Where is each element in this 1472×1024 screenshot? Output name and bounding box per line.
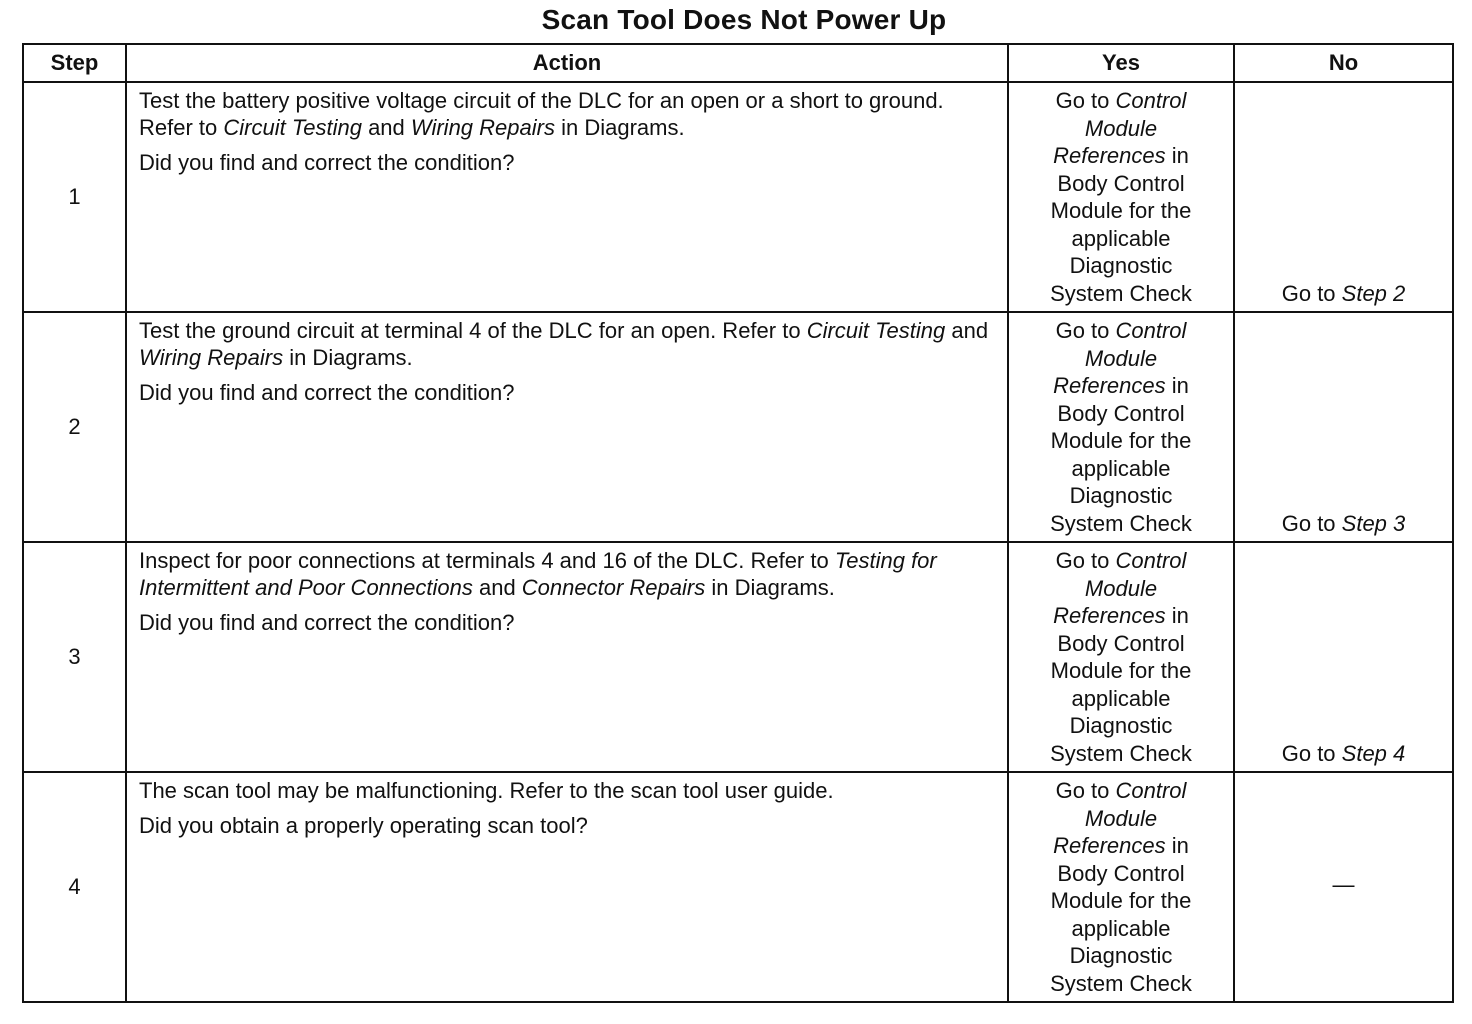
yes-line [1009, 170, 1233, 198]
text-run: Module for the [1050, 198, 1192, 223]
italic-reference: References [1053, 833, 1166, 858]
table-body [23, 82, 1453, 1002]
yes-line [1009, 575, 1233, 603]
text-run: in Diagrams. [705, 575, 835, 600]
yes-cell [1008, 772, 1234, 1002]
text-run: applicable [1071, 455, 1171, 481]
italic-reference: Module [1084, 115, 1158, 141]
text-run: System Check [1050, 970, 1192, 996]
text-run: applicable [1071, 915, 1171, 941]
italic-reference: Circuit Testing [806, 318, 946, 343]
yes-line [1009, 115, 1233, 143]
yes-line [1009, 427, 1233, 455]
yes-line [1009, 860, 1233, 888]
italic-reference: Connector Repairs [521, 575, 706, 600]
yes-line [1009, 805, 1233, 833]
step-number: 2 [23, 312, 126, 542]
table-row [23, 542, 1453, 772]
action-instruction [139, 87, 997, 141]
text-run: Body Control [1057, 630, 1185, 656]
italic-reference: Control [1115, 88, 1187, 113]
header-action: Action [126, 44, 1008, 82]
yes-line [1009, 482, 1233, 510]
step-number: 3 [23, 542, 126, 772]
text-run: Body Control [1057, 860, 1185, 886]
action-question: Did you find and correct the condition? [139, 610, 515, 635]
yes-line [1009, 317, 1233, 345]
yes-line [1009, 280, 1233, 308]
yes-line [1009, 685, 1233, 713]
yes-line [1009, 630, 1233, 658]
italic-reference: Control [1115, 318, 1187, 343]
italic-reference: References [1053, 373, 1166, 398]
page-title: Scan Tool Does Not Power Up [541, 4, 947, 35]
text-run: Body Control [1057, 170, 1185, 196]
italic-reference: Control [1115, 778, 1187, 803]
action-instruction [139, 547, 997, 601]
text-run: Go to [1281, 741, 1342, 766]
text-run: The scan tool may be malfunctioning. Refer to the scan tool user guide. [139, 778, 834, 803]
italic-reference: Wiring Repairs [410, 115, 555, 140]
text-run: Diagnostic [1069, 713, 1173, 738]
yes-line [1009, 832, 1233, 860]
yes-line [1009, 740, 1233, 768]
yes-cell [1008, 82, 1234, 312]
italic-reference: Control [1115, 548, 1187, 573]
action-question: Did you find and correct the condition? [139, 150, 515, 175]
yes-line [1009, 942, 1233, 970]
text-run: System Check [1050, 740, 1192, 766]
no-cell [1234, 772, 1453, 1002]
yes-line [1009, 400, 1233, 428]
table-row [23, 772, 1453, 1002]
italic-reference: Module [1084, 805, 1158, 831]
text-run: in Diagrams. [554, 115, 685, 140]
yes-line [1009, 87, 1233, 115]
yes-line [1009, 345, 1233, 373]
italic-reference: References [1053, 143, 1166, 168]
text-run: in [1165, 603, 1189, 628]
header-no: No [1234, 44, 1453, 82]
yes-line [1009, 510, 1233, 538]
text-run: Test the battery positive voltage circuit of the DLC for an open or a short to ground. Refer to [139, 88, 944, 140]
text-run: Module for the [1050, 658, 1192, 683]
no-cell [1234, 542, 1453, 772]
no-cell [1234, 82, 1453, 312]
diagnostic-table [22, 43, 1454, 1003]
step-number: 4 [23, 772, 126, 1002]
italic-reference: References [1053, 603, 1166, 628]
action-question: Did you find and correct the condition? [139, 380, 515, 405]
yes-line [1009, 602, 1233, 630]
action-cell [126, 772, 1008, 1002]
text-run: and [472, 575, 522, 600]
text-run: System Check [1050, 510, 1192, 536]
yes-line [1009, 197, 1233, 225]
action-cell [126, 312, 1008, 542]
text-run: Diagnostic [1069, 253, 1173, 278]
yes-line [1009, 712, 1233, 740]
text-run: Go to [1055, 318, 1116, 343]
italic-reference: Wiring Repairs [139, 345, 284, 370]
text-run: Go to [1281, 281, 1342, 306]
yes-line [1009, 372, 1233, 400]
text-run: — [1332, 872, 1355, 897]
yes-line [1009, 142, 1233, 170]
action-cell [126, 542, 1008, 772]
italic-reference: Module [1084, 345, 1158, 371]
text-run: Module for the [1050, 428, 1192, 453]
yes-line [1009, 777, 1233, 805]
text-run: in Diagrams. [283, 345, 413, 370]
yes-cell [1008, 312, 1234, 542]
text-run: and [945, 318, 989, 343]
header-step: Step [23, 44, 126, 82]
yes-line [1009, 252, 1233, 280]
text-run: Diagnostic [1069, 943, 1173, 968]
table-header-row [23, 44, 1453, 82]
italic-reference: Circuit Testing [223, 115, 362, 140]
text-run: and [361, 115, 411, 140]
yes-line [1009, 915, 1233, 943]
italic-reference: Testing for Intermittent and Poor Connections [139, 548, 937, 600]
text-run: Go to [1055, 548, 1116, 573]
yes-cell [1008, 542, 1234, 772]
text-run: System Check [1050, 280, 1192, 306]
text-run: in [1165, 833, 1189, 858]
italic-reference: Step 3 [1341, 511, 1406, 536]
text-run: Body Control [1057, 400, 1185, 426]
text-run: in [1165, 143, 1189, 168]
action-instruction [139, 317, 997, 371]
text-run: applicable [1071, 225, 1171, 251]
yes-line [1009, 455, 1233, 483]
table-row [23, 312, 1453, 542]
italic-reference: Step 2 [1341, 281, 1406, 306]
step-number: 1 [23, 82, 126, 312]
text-run: Inspect for poor connections at terminals 4 and 16 of the DLC. Refer to [139, 548, 835, 573]
table-row [23, 82, 1453, 312]
yes-line [1009, 547, 1233, 575]
yes-line [1009, 225, 1233, 253]
text-run: Test the ground circuit at terminal 4 of the DLC for an open. Refer to [139, 318, 807, 343]
text-run: Go to [1055, 778, 1116, 803]
yes-line [1009, 887, 1233, 915]
text-run: Go to [1055, 88, 1116, 113]
text-run: applicable [1071, 685, 1171, 711]
text-run: Go to [1281, 511, 1342, 536]
action-cell [126, 82, 1008, 312]
no-cell [1234, 312, 1453, 542]
action-instruction [139, 777, 997, 804]
text-run: Diagnostic [1069, 483, 1173, 508]
yes-line [1009, 970, 1233, 998]
action-question: Did you obtain a properly operating scan tool? [139, 813, 588, 838]
header-yes: Yes [1008, 44, 1234, 82]
text-run: in [1165, 373, 1189, 398]
text-run: Module for the [1050, 888, 1192, 913]
italic-reference: Step 4 [1341, 741, 1406, 766]
yes-line [1009, 657, 1233, 685]
italic-reference: Module [1084, 575, 1158, 601]
